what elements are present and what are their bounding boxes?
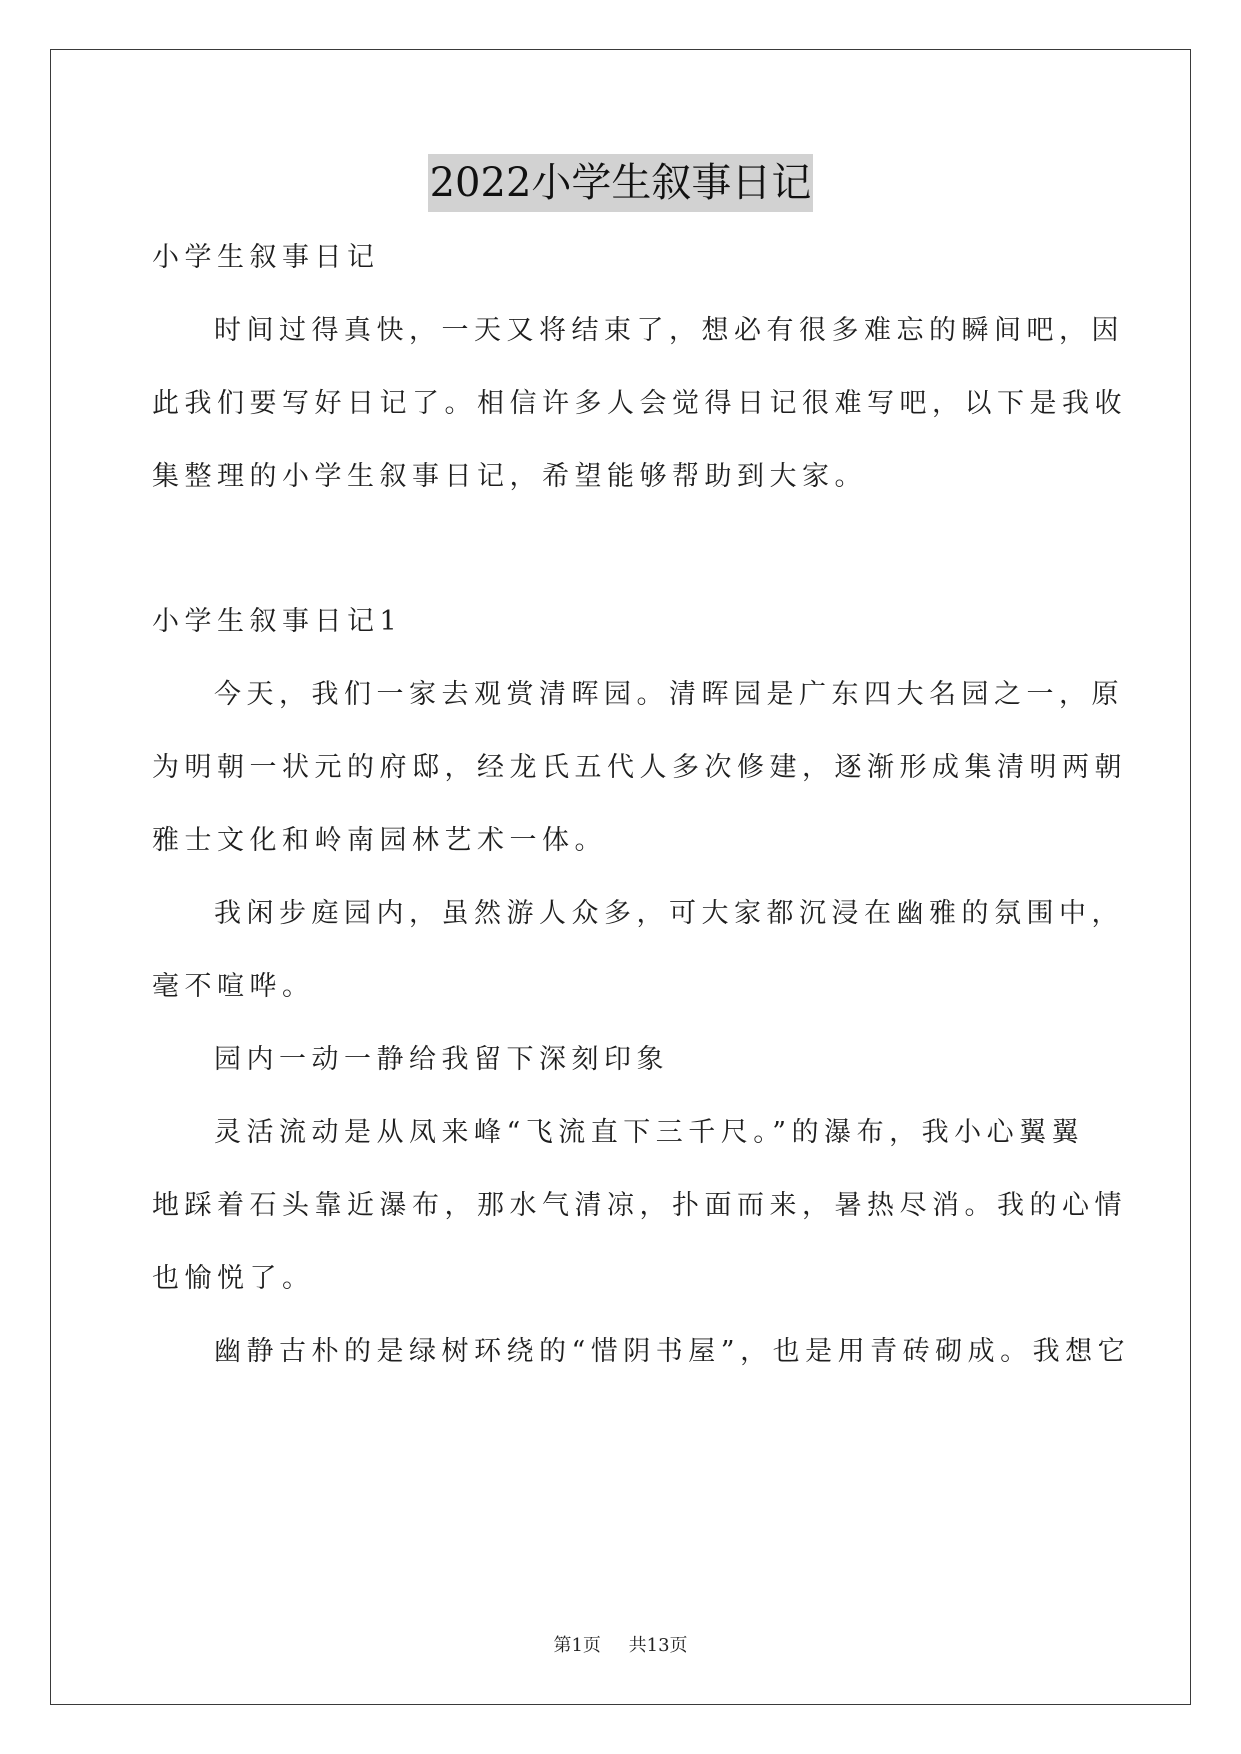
page-count: 共13页 [628, 1635, 688, 1656]
document-title [0, 154, 1241, 212]
body-line: 毫不喧哗。 [152, 971, 315, 1002]
body-line: 园内一动一静给我留下深刻印象 [214, 1044, 669, 1075]
document-title-text: 2022小学生叙事日记 [428, 154, 814, 212]
body-line: 我闲步庭园内，虽然游人众多，可大家都沉浸在幽雅的氛围中， [214, 898, 1124, 929]
body-line: 今天，我们一家去观赏清晖园。清晖园是广东四大名园之一，原 [214, 679, 1124, 710]
document-heading: 小学生叙事日记 [152, 242, 380, 273]
intro-line: 集整理的小学生叙事日记，希望能够帮助到大家。 [152, 461, 867, 492]
body-line: 为明朝一状元的府邸，经龙氏五代人多次修建，逐渐形成集清明两朝 [152, 752, 1127, 783]
body-line: 幽静古朴的是绿树环绕的“惜阴书屋”，也是用青砖砌成。我想它 [214, 1336, 1131, 1367]
intro-line: 此我们要写好日记了。相信许多人会觉得日记很难写吧，以下是我收 [152, 388, 1127, 419]
body-line: 也愉悦了。 [152, 1263, 315, 1294]
page-border [50, 49, 1191, 1705]
body-line: 地踩着石头靠近瀑布，那水气清凉，扑面而来，暑热尽消。我的心情 [152, 1190, 1127, 1221]
page-footer [0, 1631, 1241, 1657]
body-line: 雅士文化和岭南园林艺术一体。 [152, 825, 607, 856]
page-number: 第1页 [553, 1635, 601, 1656]
intro-line: 时间过得真快，一天又将结束了，想必有很多难忘的瞬间吧，因 [214, 315, 1124, 346]
section-heading: 小学生叙事日记1 [152, 606, 403, 637]
body-line: 灵活流动是从凤来峰“飞流直下三千尺。”的瀑布，我小心翼翼 [214, 1117, 1085, 1148]
